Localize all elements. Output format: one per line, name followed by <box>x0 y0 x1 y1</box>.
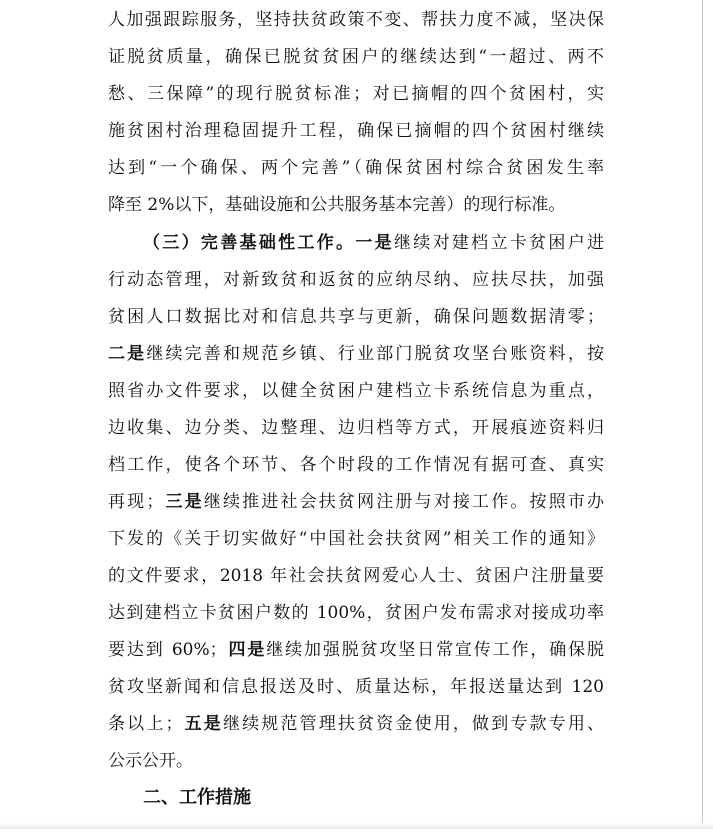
text-span: 再现； <box>108 492 164 512</box>
text-line-20 <box>108 706 604 742</box>
text-span: 要达到 60%； <box>108 640 227 660</box>
section-three-title: （三）完善基础性工作。一是 <box>143 233 394 253</box>
text-line-6: 降至 2%以下，基础设施和公共服务基本完善）的现行标准。 <box>108 195 566 215</box>
text-span: 继续对建档立卡贫困户进 <box>393 233 604 253</box>
text-line-10 <box>108 336 604 372</box>
text-line-8: 行动态管理，对新致贫和返贫的应纳尽纳、应扶尽扶，加强 <box>108 270 604 290</box>
text-span: 继续推进社会扶贫网注册与对接工作。按照市办 <box>203 492 604 512</box>
text-line-17: 达到建档立卡贫困户数的 100%，贫困户发布需求对接成功率 <box>108 603 604 623</box>
text-line-12: 边收集、边分类、边整理、边归档等方式，开展痕迹资料归 <box>108 418 604 438</box>
point-two-label: 二是 <box>108 344 147 364</box>
point-four-label: 四是 <box>226 640 267 660</box>
text-line-1: 人加强跟踪服务，坚持扶贫政策不变、帮扶力度不减，坚决保 <box>108 10 604 30</box>
text-span: 条以上； <box>108 714 183 734</box>
text-line-7 <box>143 225 604 261</box>
page-edge <box>702 0 703 829</box>
page-bottom-edge <box>0 823 713 829</box>
text-line-5: 达到“一个确保、两个完善”（确保贫困村综合贫困发生率 <box>108 158 604 178</box>
text-line-14 <box>108 484 604 520</box>
text-span: 继续加强脱贫攻坚日常宣传工作，确保脱 <box>266 640 604 660</box>
text-line-16: 的文件要求，2018 年社会扶贫网爱心人士、贫困户注册量要 <box>108 566 604 586</box>
text-line-4: 施贫困村治理稳固提升工程，确保已摘帽的四个贫困村继续 <box>108 121 604 141</box>
text-line-11: 照省办文件要求，以健全贫困户建档立卡系统信息为重点， <box>108 381 604 401</box>
text-span: 继续规范管理扶贫资金使用，做到专款专用、 <box>222 714 604 734</box>
text-line-19: 贫攻坚新闻和信息报送及时、质量达标，年报送量达到 120 <box>108 677 604 697</box>
point-five-label: 五是 <box>182 714 223 734</box>
text-line-18 <box>108 632 604 668</box>
text-span: 继续完善和规范乡镇、行业部门脱贫攻坚台账资料，按 <box>146 344 604 364</box>
text-line-15: 下发的《关于切实做好“中国社会扶贫网”相关工作的通知》 <box>108 529 604 549</box>
text-line-2: 证脱贫质量，确保已脱贫贫困户的继续达到“一超过、两不 <box>108 47 604 67</box>
text-line-13: 档工作，使各个环节、各个时段的工作情况有据可查、真实 <box>108 455 604 475</box>
section-heading: 二、工作措施 <box>143 787 251 808</box>
text-line-9: 贫困人口数据比对和信息共享与更新，确保问题数据清零； <box>108 307 604 327</box>
text-line-3: 愁、三保障”的现行脱贫标准；对已摘帽的四个贫困村，实 <box>108 84 604 104</box>
point-three-label: 三是 <box>163 492 204 512</box>
text-line-21: 公示公开。 <box>108 751 193 771</box>
